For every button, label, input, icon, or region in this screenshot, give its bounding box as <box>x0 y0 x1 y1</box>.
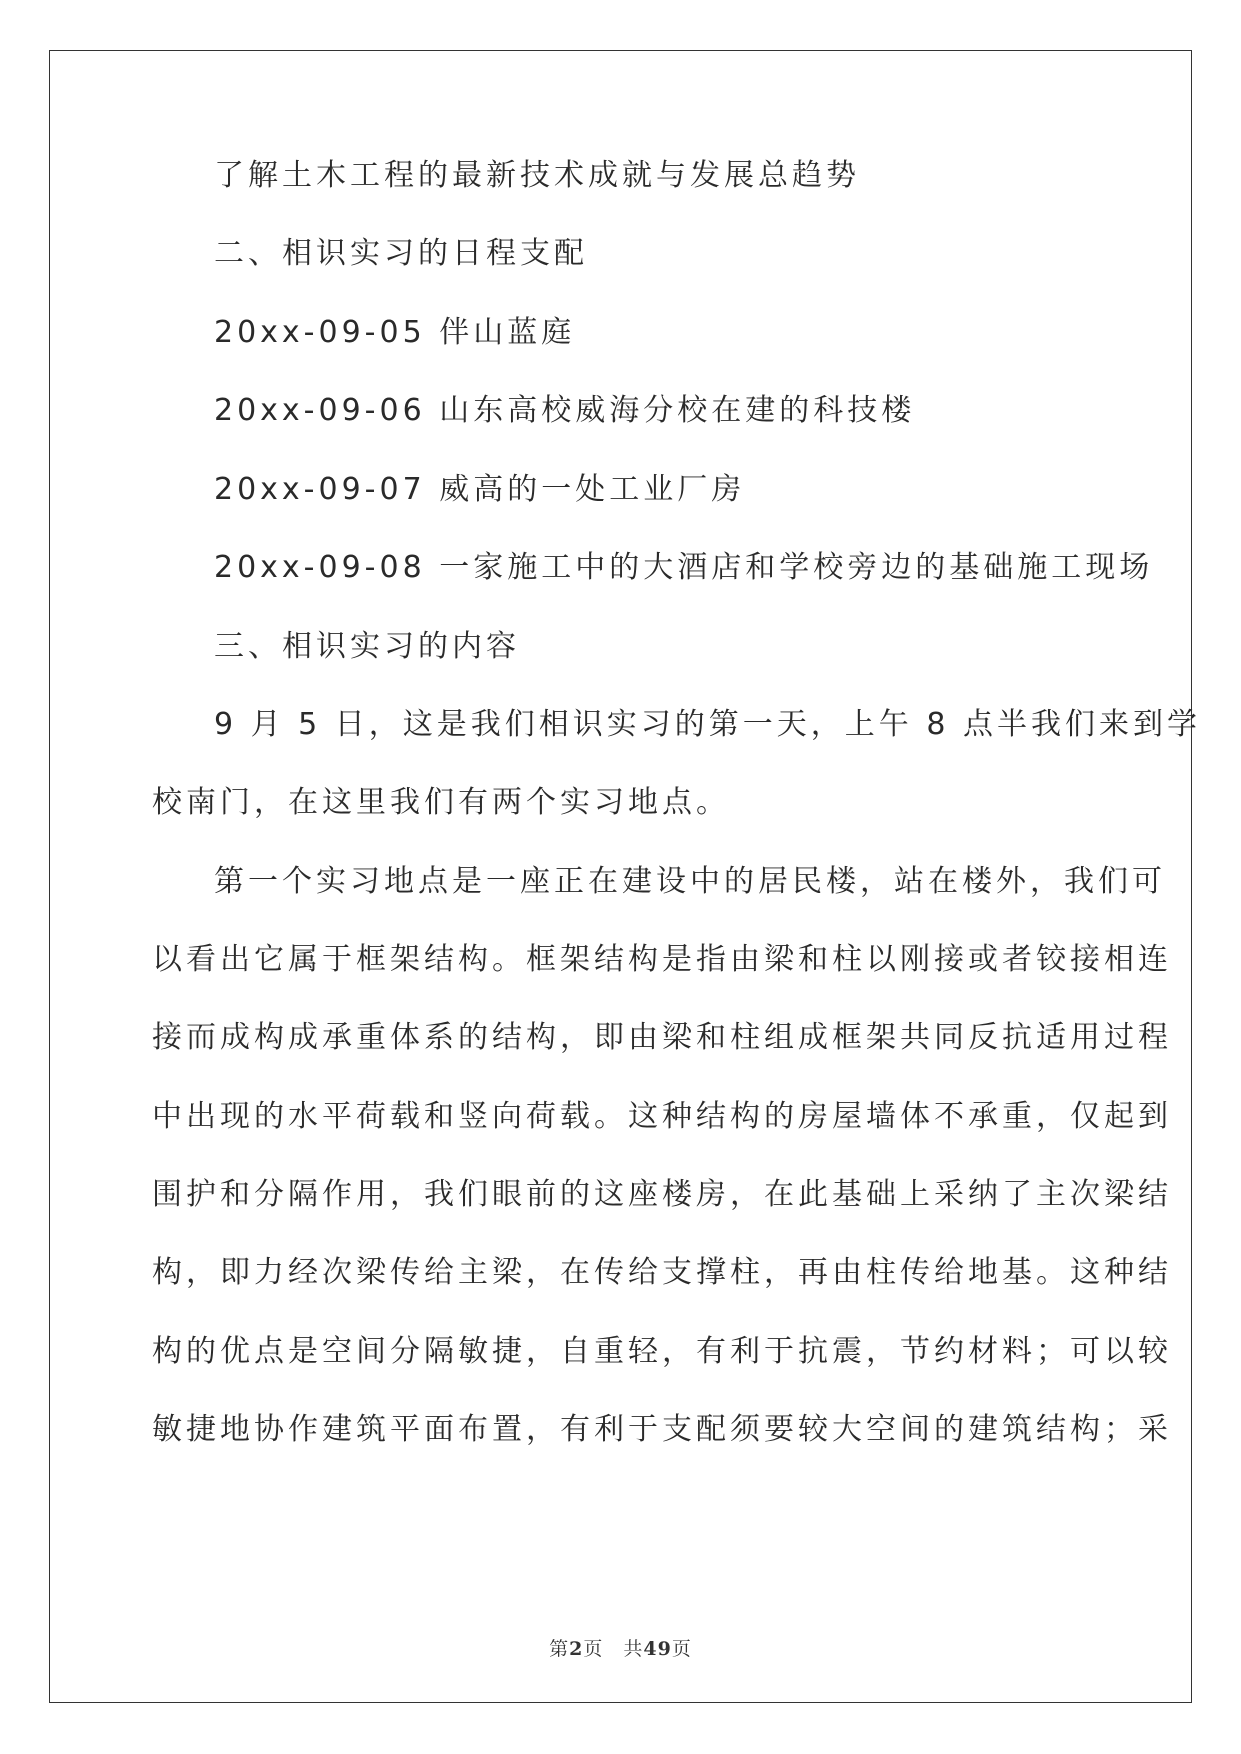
schedule-item: 20xx-09-05 伴山蓝庭 <box>214 315 576 350</box>
paragraph-line: 中出现的水平荷载和竖向荷载。这种结构的房屋墙体不承重，仅起到 <box>152 1099 1172 1134</box>
paragraph-line: 了解土木工程的最新技术成就与发展总趋势 <box>214 158 860 193</box>
paragraph-line: 第一个实习地点是一座正在建设中的居民楼，站在楼外，我们可 <box>214 864 1166 899</box>
schedule-item: 20xx-09-06 山东高校威海分校在建的科技楼 <box>214 393 916 428</box>
section-heading: 二、相识实习的日程支配 <box>214 236 588 271</box>
schedule-item: 20xx-09-07 威高的一处工业厂房 <box>214 472 746 507</box>
paragraph-line: 以看出它属于框架结构。框架结构是指由梁和柱以刚接或者铰接相连 <box>152 942 1172 977</box>
paragraph-line: 构，即力经次梁传给主梁，在传给支撑柱，再由柱传给地基。这种结 <box>152 1255 1172 1290</box>
footer-suffix: 页 <box>671 1638 692 1660</box>
total-pages: 49 <box>643 1638 672 1660</box>
paragraph-line: 构的优点是空间分隔敏捷，自重轻，有利于抗震，节约材料；可以较 <box>152 1334 1172 1369</box>
footer-prefix: 第 <box>549 1638 570 1660</box>
paragraph-line: 敏捷地协作建筑平面布置，有利于支配须要较大空间的建筑结构；采 <box>152 1412 1172 1447</box>
paragraph-line: 围护和分隔作用，我们眼前的这座楼房，在此基础上采纳了主次梁结 <box>152 1177 1172 1212</box>
schedule-item: 20xx-09-08 一家施工中的大酒店和学校旁边的基础施工现场 <box>214 550 1154 585</box>
footer-mid: 页 <box>583 1638 604 1660</box>
paragraph-line: 校南门，在这里我们有两个实习地点。 <box>152 785 730 820</box>
section-heading: 三、相识实习的内容 <box>214 629 520 664</box>
page-footer <box>0 1634 1241 1661</box>
paragraph-line: 9 月 5 日，这是我们相识实习的第一天，上午 8 点半我们来到学 <box>214 707 1201 742</box>
page-number: 2 <box>569 1638 584 1660</box>
paragraph-line: 接而成构成承重体系的结构，即由梁和柱组成框架共同反抗适用过程 <box>152 1020 1172 1055</box>
footer-total-prefix: 共 <box>623 1638 644 1660</box>
